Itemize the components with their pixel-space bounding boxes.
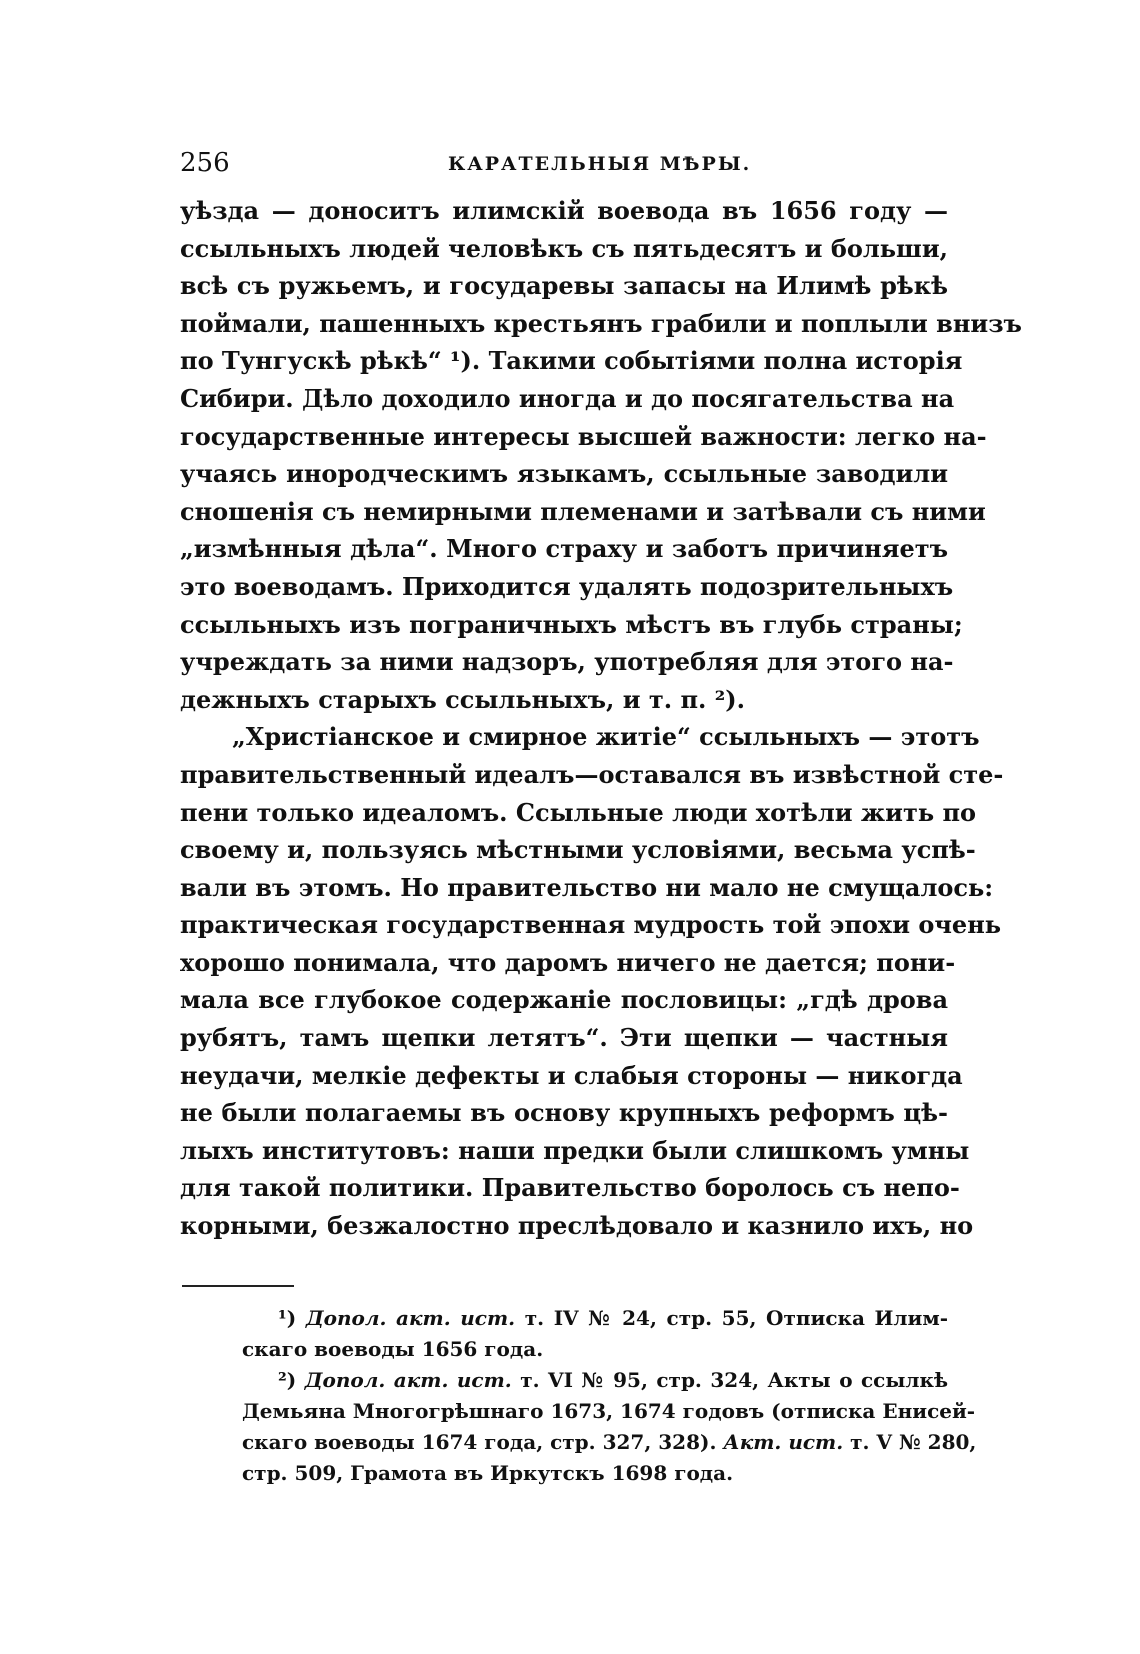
footnote-line [242,1365,948,1396]
footnote-source: Допол. акт. ист. [304,1368,512,1392]
text-line: мала все глубокое содержаніе пословицы: „гдѣ дрова [180,985,948,1015]
text-line: правительственный идеалъ—оставался въ извѣстной сте- [180,759,1004,789]
text-line: уѣзда — доноситъ илимскій воевода въ 1656 году — [180,196,948,225]
text-line: „измѣнныя дѣла“. Много страху и заботъ причиняетъ [180,534,948,564]
footnote-divider [182,1285,294,1287]
running-head: КАРАТЕЛЬНЫЯ МѢРЫ. [448,153,752,175]
paragraph-2 [180,718,1004,1244]
text-line: по Тунгускѣ рѣкѣ“ ¹). Такими событіями полна исторія [180,346,963,376]
text-line: поймали, пашенныхъ крестьянъ грабили и поплыли внизъ [180,308,1022,338]
text-line: Сибири. Дѣло доходило иногда и до посягательства на [180,383,955,413]
footnote-text: скаго воеводы 1674 года, стр. 327, 328). [242,1430,717,1454]
footnote-2 [242,1365,977,1489]
footnote-text: т. VI № 95, стр. 324, Акты о ссылкѣ [520,1368,949,1392]
footnote-line: стр. 509, Грамота въ Иркутскъ 1698 года. [242,1461,734,1485]
footnote-1 [242,1303,949,1365]
footnote-line: скаго воеводы 1656 года. [242,1337,544,1361]
page-number: 256 [180,148,230,178]
text-line: учаясь инородческимъ языкамъ, ссыльные заводили [180,459,948,489]
text-line: лыхъ институтовъ: наши предки были слишкомъ умны [180,1135,970,1165]
footnote-source: Акт. ист. [723,1430,844,1454]
footnote-line: Демьяна Многогрѣшнаго 1673, 1674 годовъ (отписка Енисей- [242,1399,976,1423]
body-text [180,192,1022,1245]
footnotes [242,1303,977,1489]
footnote-text: т. V № 280, [850,1430,977,1454]
text-line: корными, безжалостно преслѣдовало и казнило ихъ, но [180,1211,974,1241]
text-line: государственные интересы высшей важности: легко на- [180,421,987,451]
text-line: „Христіанское и смирное житіе“ ссыльныхъ — этотъ [232,722,980,752]
text-line: вали въ этомъ. Но правительство ни мало не смущалось: [180,872,994,902]
text-line: неудачи, мелкіе дефекты и слабыя стороны — никогда [180,1060,963,1090]
text-line: ссыльныхъ людей человѣкъ съ пятьдесятъ и больши, [180,233,948,263]
footnote-text: т. IV № 24, стр. 55, Отписка Илим- [524,1306,949,1330]
text-line: это воеводамъ. Приходится удалять подозрительныхъ [180,571,954,601]
footnote-marker: ²) [278,1368,297,1392]
text-line: всѣ съ ружьемъ, и государевы запасы на Илимѣ рѣкѣ [180,271,948,301]
text-line: для такой политики. Правительство боролось съ непо- [180,1173,960,1203]
footnote-marker: ¹) [278,1306,297,1330]
text-line: пени только идеаломъ. Ссыльные люди хотѣли жить по [180,797,977,827]
page-header [180,148,950,178]
text-line: дежныхъ старыхъ ссыльныхъ, и т. п. ²). [180,684,745,714]
text-line: хорошо понимала, что даромъ ничего не дается; пони- [180,947,956,977]
text-line: не были полагаемы въ основу крупныхъ реформъ цѣ- [180,1098,948,1128]
text-line: учреждать за ними надзоръ, употребляя для этого на- [180,647,954,677]
footnote-source: Допол. акт. ист. [305,1306,516,1330]
text-line: рубятъ, тамъ щепки летятъ“. Эти щепки — частныя [180,1023,948,1053]
text-line: практическая государственная мудрость той эпохи очень [180,910,1002,940]
footnote-line [242,1427,977,1458]
text-line: своему и, пользуясь мѣстными условіями, весьма успѣ- [180,835,976,865]
footnote-line [242,1303,948,1334]
paragraph-1 [180,192,1022,718]
text-line: ссыльныхъ изъ пограничныхъ мѣстъ въ глубь страны; [180,609,963,639]
text-line: сношенія съ немирными племенами и затѣвали съ ними [180,496,986,526]
